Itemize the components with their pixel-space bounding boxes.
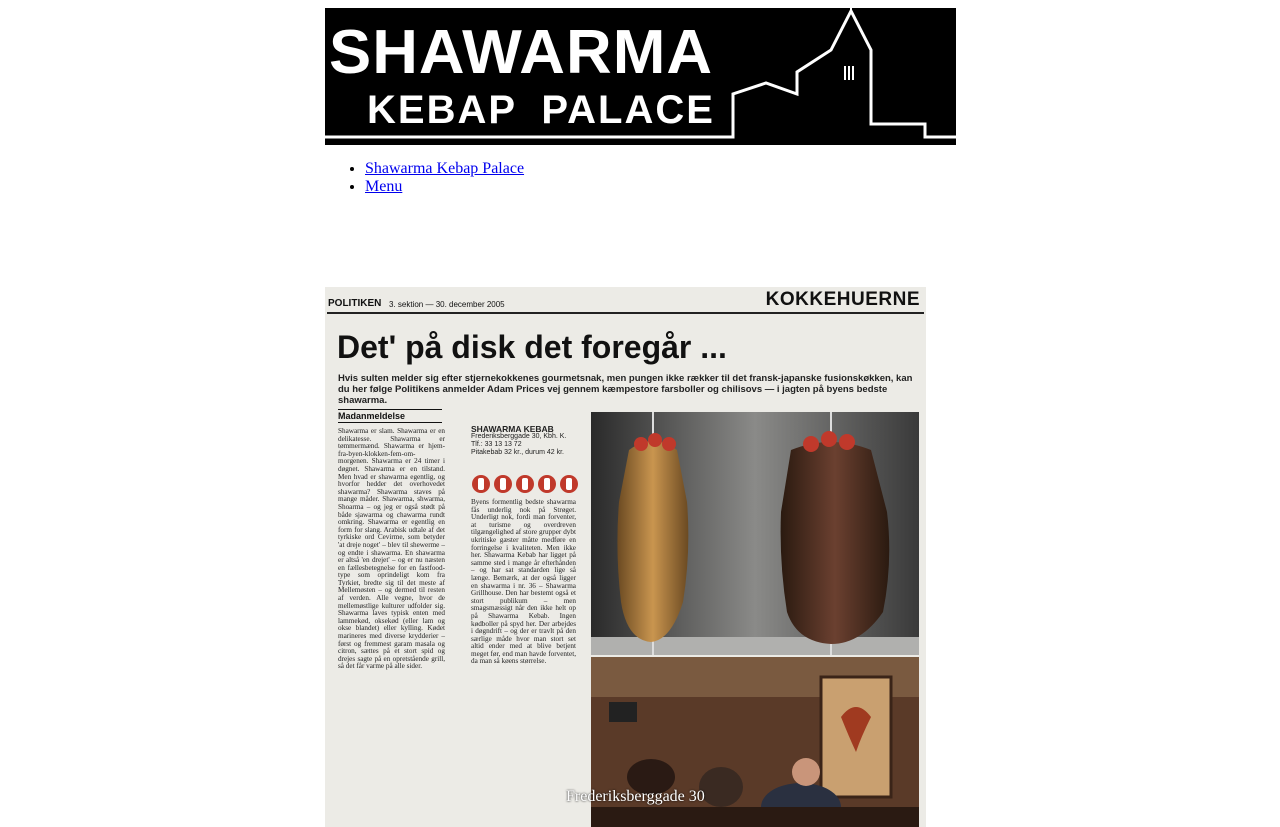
banner-title: SHAWARMA — [329, 18, 714, 87]
clipping-header — [325, 287, 926, 309]
restaurant-prices: Pitakebab 32 kr., durum 42 kr. — [471, 449, 564, 456]
newspaper-section: 3. sektion — 30. december 2005 — [389, 300, 505, 309]
header-rule — [327, 312, 924, 314]
newspaper-clipping — [325, 287, 926, 827]
church-skyline-icon — [325, 8, 956, 145]
article-column-2: Byens formentlig bedste shawarma fås underlig nok på Strøget. Underligt nok, fordi man forventer, at turisme og overdreven tilgængelighed af store grupper dybt ukritiske gæster måtte medføre en forringelse i kvaliteten. Men ikke her. Shawarma Kebab har ligget på samme sted i mange år efterhånden – og har sat standarden lige så længe. Bemærk, at der også ligger en shawarma i nr. 36 – Shawarma Grillhouse. Den har bestemt også et stort publikum – men smagsmæssigt når den ikke helt op på Shawarma Kebab. Ingen kødboller på spyd her. Der arbejdes i døgndrift – og der er travlt på den særlige måde hvor man stort set altid ender med at blive betjent meget før, end man havde forventet, da man så køens størrelse. — [471, 498, 576, 666]
article-lead: Hvis sulten melder sig efter stjernekokkenes gourmetsnak, men pungen ikke rækker til det fransk-japanske fusionskøkken, kan du her følge Politikens anmelder Adam Prices vej gennem kæmpestore farsboller og chilisovs — i jagten på byens bedste shawarma. — [338, 373, 913, 406]
nav-link-menu[interactable]: Menu — [365, 178, 403, 195]
newspaper-name: POLITIKEN — [328, 298, 382, 309]
restaurant-address: Frederiksberggade 30, Kbh. K. — [471, 433, 567, 440]
rating-icons — [471, 473, 581, 495]
header — [325, 8, 956, 145]
banner-subtitle: KEBAP PALACE — [367, 88, 715, 132]
article-headline: Det' på disk det foregår ... — [337, 329, 727, 365]
article-column-1: Shawarma er slam. Shawarma er en delikatesse. Shawarma er tømmermænd. Shawarma er hjem-fra-byen-klokken-fem-om-morgenen. Shawarma er 24 timer i døgnet. Shawarma er en tilstand. Men hvad er shawarma egentlig, og hvorfor hedder det overhovedet shawarma? Shawarma staves på mange måder. Shawarma, shwarma, Shoarma – og jeg er også stødt på både sjawarma og chawarma rundt omkring. Shawarma er egentlig en form for slang. Arabisk udtale af det tyrkiske ord Cevirme, som betyder 'at dreje noget' – blev til shewerme – og endte i shawarma. En shawarma er altså 'en drejet' – og er nu næsten en fællesbetegnelse for en fastfood-type som oprindeligt kom fra Tyrkiet, bredte sig til det meste af Mellemøsten – og dermed til resten af verden. Alle vegne, hvor de mellemøstlige kulturer udfolder sig. Shawarma laves typisk enten med lammekød, oksekød (eller lam og okse blandet) eller kylling. Kødet marineres med diverse krydderier – først og fremmest garam masala og citron, sættes på et stort spid og drejes sagte på en opretstående grill, så det får varme på alle sider. — [338, 427, 445, 671]
main-nav — [325, 160, 524, 196]
nav-link-home[interactable]: Shawarma Kebap Palace — [365, 160, 525, 177]
image-caption: Frederiksberggade 30 — [566, 788, 705, 805]
article-label: Madanmeldelse — [338, 409, 442, 423]
restaurant-phone: Tlf.: 33 13 13 72 — [471, 441, 522, 448]
site-banner-logo[interactable] — [325, 8, 956, 145]
shawarma-spits-icon — [591, 412, 919, 655]
restaurant-name: SHAWARMA KEBAB — [471, 424, 554, 434]
column-title: KOKKEHUERNE — [765, 289, 920, 310]
nav-item-home — [365, 160, 524, 178]
restaurant-info-box — [471, 425, 576, 457]
nav-item-menu — [365, 178, 524, 196]
shawarma-spits-photo — [591, 412, 919, 655]
